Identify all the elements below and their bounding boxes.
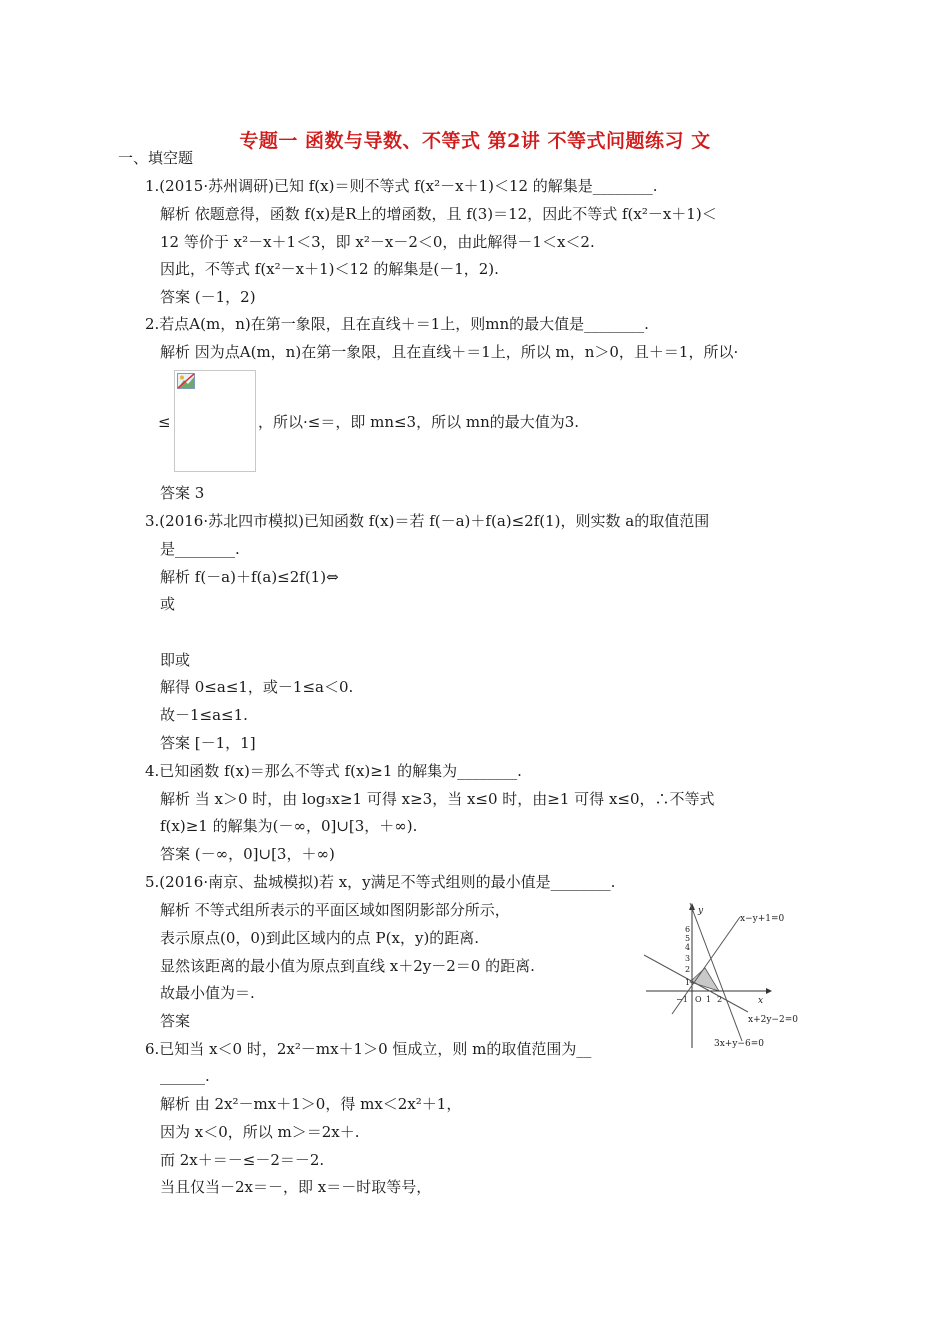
question-5-analysis-line-2: 表示原点(0，0)到此区域内的点 P(x，y)的距离. xyxy=(160,929,480,947)
tick-y-4: 4 xyxy=(685,943,691,952)
question-6-analysis-line-1: 解析 由 2x²－mx＋1＞0，得 mx＜2x²＋1， xyxy=(160,1095,462,1113)
question-5-stem: 5.(2016·南京、盐城模拟)若 x，y满足不等式组则的最小值是________. xyxy=(145,873,616,891)
question-2-analysis-leq: ≤ xyxy=(158,413,171,431)
label-line-3: 3x+y−6=0 xyxy=(714,1039,764,1049)
question-6-analysis-line-3: 而 2x＋＝－≤－2＝－2. xyxy=(160,1151,325,1169)
question-6-analysis-line-2: 因为 x＜0，所以 m＞＝2x＋. xyxy=(160,1123,360,1141)
label-line-2: x+2y−2=0 xyxy=(748,1015,798,1025)
tick-x-origin: O xyxy=(695,995,702,1004)
axis-label-x: x xyxy=(758,996,764,1006)
question-5-analysis-line-1: 解析 不等式组所表示的平面区域如图阴影部分所示， xyxy=(160,901,510,919)
question-1-analysis-line-1: 解析 依题意得，函数 f(x)是R上的增函数，且 f(3)＝12，因此不等式 f(x²－x＋1)＜ xyxy=(160,205,717,223)
tick-y-2: 2 xyxy=(685,965,691,974)
question-3-analysis-line-2: 或 xyxy=(160,595,176,613)
question-2-analysis-line-2: ，所以·≤＝，即 mn≤3，所以 mn的最大值为3. xyxy=(258,413,580,431)
x-axis-arrow xyxy=(766,988,772,994)
question-3-stem-line-1: 3.(2016·苏北四市模拟)已知函数 f(x)＝若 f(－a)＋f(a)≤2f(1)，则实数 a的取值范围 xyxy=(145,512,710,530)
question-3-stem-line-2: 是________. xyxy=(160,540,240,558)
tick-y-1: 1 xyxy=(685,978,691,987)
question-6-analysis-line-4: 当且仅当－2x＝－，即 x＝－时取等号， xyxy=(160,1178,432,1196)
tick-y-5: 5 xyxy=(685,934,691,943)
line-3x-plus-y-minus-6 xyxy=(690,903,742,1041)
label-line-1: x−y+1=0 xyxy=(740,914,785,924)
broken-image-placeholder xyxy=(174,370,256,472)
tick-y-6: 6 xyxy=(685,925,691,934)
tick-x-1: 1 xyxy=(706,995,712,1004)
question-6-stem-line-2: ______. xyxy=(160,1067,210,1085)
tick-x-minus-1: −1 xyxy=(676,995,688,1004)
question-4-analysis-line-1: 解析 当 x＞0 时，由 log₃x≥1 可得 x≥3，当 x≤0 时，由≥1 可得 x≤0，∴不等式 xyxy=(160,790,715,808)
section-heading: 一、填空题 xyxy=(118,149,194,167)
page-title: 专题一 函数与导数、不等式 第2讲 不等式问题练习 文 xyxy=(239,130,711,152)
tick-x-2: 2 xyxy=(717,995,723,1004)
feasible-region-graph xyxy=(640,900,810,1050)
tick-y-3: 3 xyxy=(685,954,691,963)
question-1-stem: 1.(2015·苏州调研)已知 f(x)＝则不等式 f(x²－x＋1)＜12 的解集是________. xyxy=(145,177,658,195)
broken-image-icon xyxy=(177,373,195,389)
question-2-analysis-line-1: 解析 因为点A(m，n)在第一象限，且在直线＋＝1上，所以 m，n＞0，且＋＝1，所以· xyxy=(160,343,739,361)
question-4-stem: 4.已知函数 f(x)＝那么不等式 f(x)≥1 的解集为________. xyxy=(145,762,522,780)
question-4-analysis-line-2: f(x)≥1 的解集为(－∞，0]∪[3，＋∞). xyxy=(160,817,418,835)
question-6-stem-line-1: 6.已知当 x＜0 时，2x²－mx＋1＞0 恒成立，则 m的取值范围为__ xyxy=(145,1040,592,1058)
question-1-analysis-line-3: 因此，不等式 f(x²－x＋1)＜12 的解集是(－1，2). xyxy=(160,260,499,278)
question-1-answer: 答案 (－1，2) xyxy=(160,288,256,306)
question-2-answer: 答案 3 xyxy=(160,484,205,502)
question-2-stem: 2.若点A(m，n)在第一象限，且在直线＋＝1上，则mn的最大值是________. xyxy=(145,315,649,333)
question-3-analysis-line-5: 故－1≤a≤1. xyxy=(160,706,248,724)
question-4-answer: 答案 (－∞，0]∪[3，＋∞) xyxy=(160,845,335,863)
question-1-analysis-line-2: 12 等价于 x²－x＋1＜3，即 x²－x－2＜0，由此解得－1＜x＜2. xyxy=(160,233,595,251)
question-3-analysis-line-4: 解得 0≤a≤1，或－1≤a＜0. xyxy=(160,678,354,696)
question-5-answer: 答案 xyxy=(160,1012,191,1030)
axis-label-y: y xyxy=(698,906,704,916)
question-3-analysis-line-3: 即或 xyxy=(160,651,191,669)
question-5-analysis-line-3: 显然该距离的最小值为原点到直线 x＋2y－2＝0 的距离. xyxy=(160,957,535,975)
shaded-region xyxy=(690,968,719,991)
question-3-answer: 答案 [－1，1] xyxy=(160,734,256,752)
question-3-analysis-line-1: 解析 f(－a)＋f(a)≤2f(1)⇔ xyxy=(160,568,339,586)
question-5-analysis-line-4: 故最小值为＝. xyxy=(160,984,255,1002)
